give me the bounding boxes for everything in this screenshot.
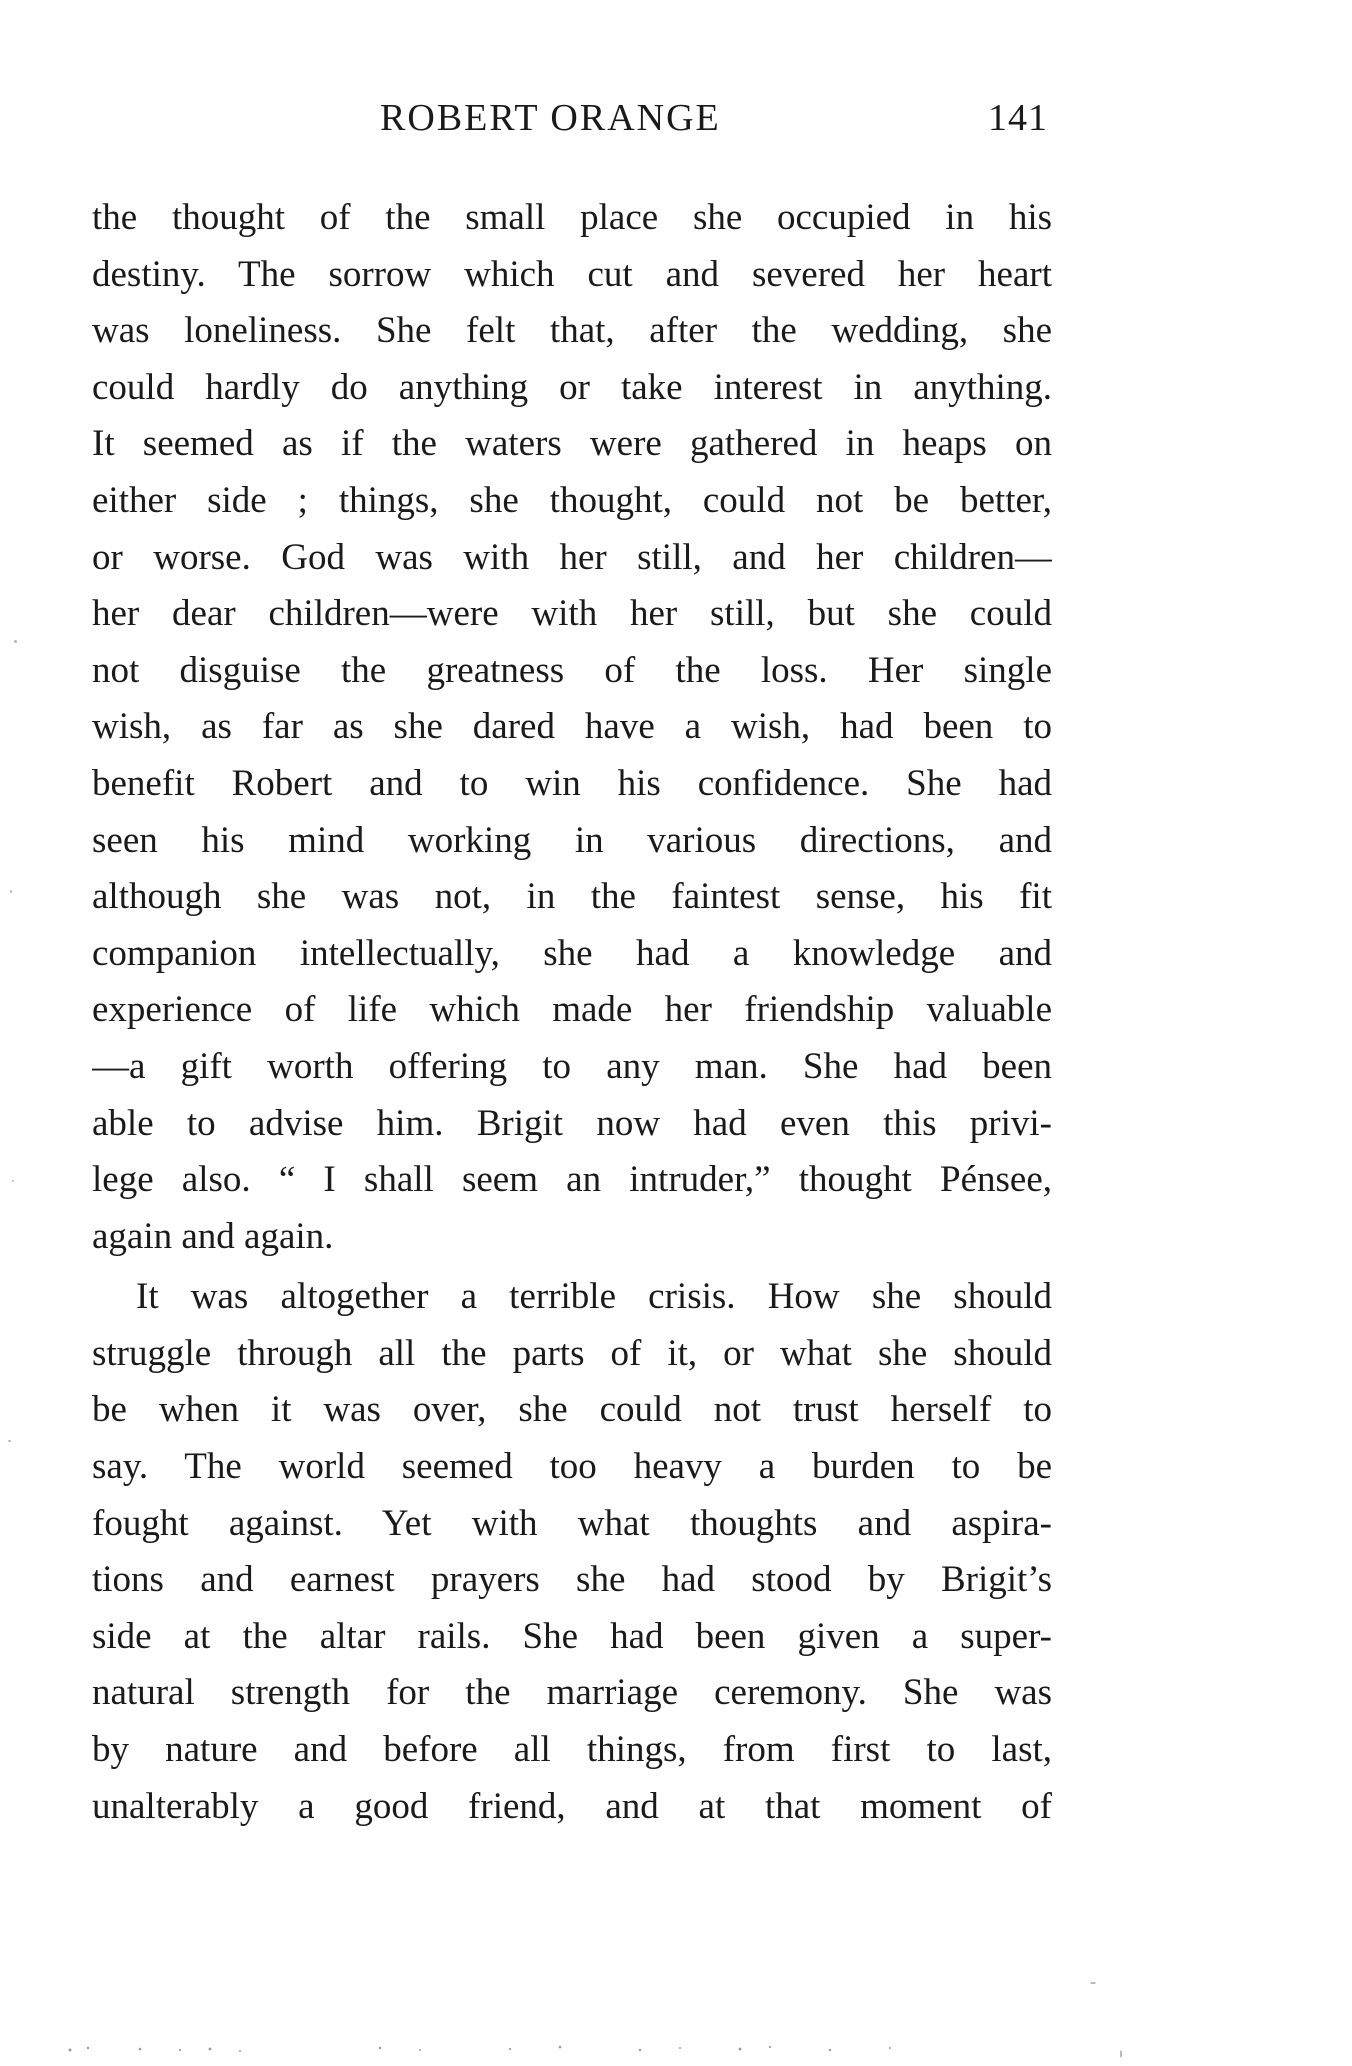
scan-speck: [769, 2046, 771, 2048]
scan-speck: [209, 2048, 212, 2051]
text-line: experience of life which made her friendship valuable: [92, 989, 1052, 1031]
text-line: could hardly do anything or take interest in anything.: [92, 366, 1052, 408]
text-line: —a gift worth offering to any man. She had been: [92, 1045, 1052, 1087]
text-line: again and again.: [92, 1215, 334, 1257]
scan-speck: [679, 2047, 681, 2049]
paragraph-1: [92, 190, 1052, 1265]
text-line: seen his mind working in various directions, and: [92, 819, 1052, 861]
scan-speck: [14, 640, 17, 643]
page-number: 141: [988, 97, 1048, 139]
scan-speck: [8, 1440, 11, 1442]
text-line: although she was not, in the faintest sense, his fit: [92, 876, 1052, 918]
scan-speck: [239, 2050, 241, 2052]
text-line: was loneliness. She felt that, after the wedding, she: [92, 310, 1052, 352]
text-line: the thought of the small place she occupied in his: [92, 197, 1052, 238]
text-block: [92, 190, 1052, 1835]
text-line: say. The world seemed too heavy a burden to be: [92, 1446, 1052, 1488]
paragraph-2: [92, 1269, 1052, 1835]
scan-speck: [87, 2047, 89, 2049]
text-line: benefit Robert and to win his confidence. She had: [92, 762, 1052, 804]
running-title: ROBERT ORANGE: [380, 97, 721, 139]
scan-speckle-group: [69, 2046, 892, 2052]
text-line: side at the altar rails. She had been given a super-: [92, 1615, 1052, 1657]
scan-speck: [739, 2048, 742, 2051]
scan-speck: [559, 2046, 562, 2049]
scan-speck: [1090, 1982, 1096, 1984]
text-line: companion intellectually, she had a knowledge and: [92, 932, 1052, 974]
text-line: natural strength for the marriage ceremony. She was: [92, 1672, 1052, 1714]
scan-speck: [379, 2047, 381, 2049]
text-line: her dear children—were with her still, but she could: [92, 593, 1052, 635]
text-line: either side ; things, she thought, could not be better,: [92, 479, 1052, 521]
text-line: by nature and before all things, from first to last,: [92, 1729, 1052, 1771]
bottom-scan-noise: [40, 2040, 1240, 2056]
scan-speck: [12, 1180, 14, 1182]
running-head: [0, 96, 1352, 146]
text-line: It seemed as if the waters were gathered in heaps on: [92, 423, 1052, 465]
text-line: able to advise him. Brigit now had even this privi-: [92, 1102, 1052, 1144]
text-line: wish, as far as she dared have a wish, had been to: [92, 706, 1052, 748]
scan-speck: [509, 2048, 511, 2050]
text-line: struggle through all the parts of it, or what she should: [92, 1332, 1052, 1374]
text-line: tions and earnest prayers she had stood by Brigit’s: [92, 1559, 1052, 1601]
scan-speck: [139, 2048, 142, 2051]
text-line: destiny. The sorrow which cut and severed her heart: [92, 253, 1052, 295]
scan-speck: [639, 2049, 641, 2051]
text-line: lege also. “ I shall seem an intruder,” thought Pénsee,: [92, 1159, 1052, 1201]
text-line: fought against. Yet with what thoughts and aspira-: [92, 1502, 1052, 1544]
text-line: or worse. God was with her still, and her children—: [92, 536, 1052, 578]
scan-speck: [69, 2049, 72, 2052]
scan-speck: [829, 2049, 831, 2051]
scan-speck: [179, 2049, 181, 2051]
text-line: not disguise the greatness of the loss. Her single: [92, 649, 1052, 691]
text-line: be when it was over, she could not trust herself to: [92, 1389, 1052, 1431]
scan-speck: [10, 890, 12, 893]
text-line: unalterably a good friend, and at that moment of: [92, 1785, 1052, 1827]
scan-speck: [419, 2049, 421, 2051]
text-line: It was altogether a terrible crisis. How she should: [136, 1276, 1052, 1318]
scan-speck: [889, 2047, 891, 2049]
